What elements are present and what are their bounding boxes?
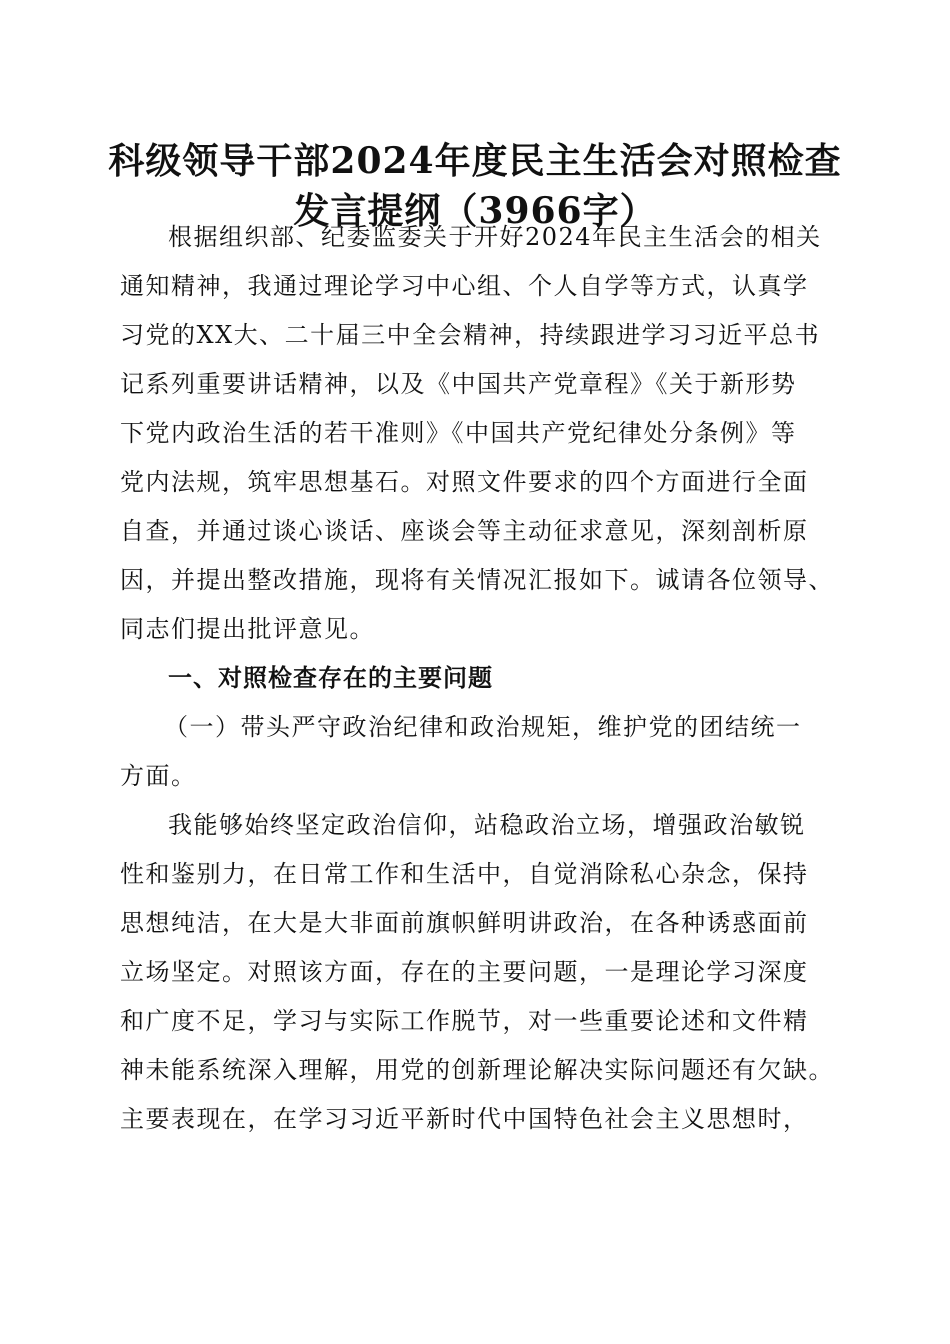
intro-line: 同志们提出批评意见。 — [120, 615, 375, 643]
body-line: 思想纯洁，在大是大非面前旗帜鲜明讲政治，在各种诱惑面前 — [120, 909, 809, 937]
intro-line: 因，并提出整改措施，现将有关情况汇报如下。诚请各位领导、 — [120, 566, 834, 594]
intro-line: 党内法规，筑牢思想基石。对照文件要求的四个方面进行全面 — [120, 468, 809, 496]
body-line: 神未能系统深入理解，用党的创新理论解决实际问题还有欠缺。 — [120, 1056, 834, 1084]
intro-line: 下党内政治生活的若干准则》《中国共产党纪律处分条例》等 — [120, 419, 797, 447]
body-line: 性和鉴别力，在日常工作和生活中，自觉消除私心杂念，保持 — [120, 860, 809, 888]
body-line: 立场坚定。对照该方面，存在的主要问题，一是理论学习深度 — [120, 958, 809, 986]
subsection-heading-line: 方面。 — [120, 762, 197, 790]
intro-line: 自查，并通过谈心谈话、座谈会等主动征求意见，深刻剖析原 — [120, 517, 809, 545]
body-line: 我能够始终坚定政治信仰，站稳政治立场，增强政治敏锐 — [168, 811, 806, 839]
document-title-line-2: 发言提纲（3966字） — [293, 190, 657, 232]
intro-line: 根据组织部、纪委监委关于开好2024年民主生活会的相关 — [168, 223, 822, 251]
document-title-line-1: 科级领导干部2024年度民主生活会对照检查 — [108, 140, 842, 182]
section-heading: 一、对照检查存在的主要问题 — [168, 664, 493, 692]
intro-line: 习党的XX大、二十届三中全会精神，持续跟进学习习近平总书 — [120, 321, 821, 349]
body-line: 主要表现在，在学习习近平新时代中国特色社会主义思想时， — [120, 1105, 809, 1133]
subsection-heading-line: （一）带头严守政治纪律和政治规矩，维护党的团结统一 — [164, 713, 802, 741]
intro-line: 通知精神，我通过理论学习中心组、个人自学等方式，认真学 — [120, 272, 809, 300]
intro-line: 记系列重要讲话精神，以及《中国共产党章程》《关于新形势 — [120, 370, 797, 398]
body-line: 和广度不足，学习与实际工作脱节，对一些重要论述和文件精 — [120, 1007, 809, 1035]
